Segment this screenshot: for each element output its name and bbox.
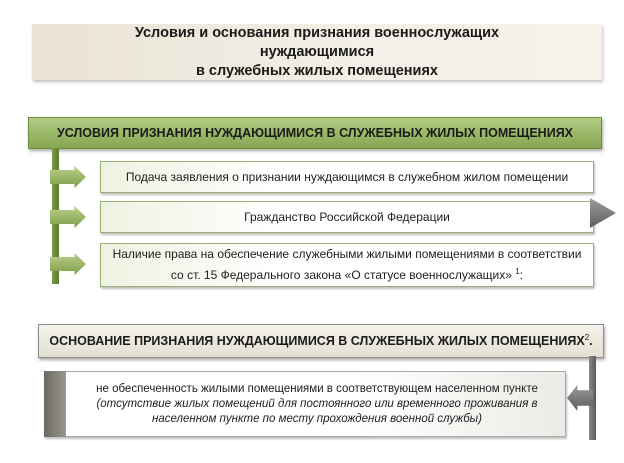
- title-line-1: Условия и основания признания военнослужащих нуждающимися: [134, 24, 500, 60]
- condition-item: [100, 201, 594, 233]
- basis-header: [38, 324, 604, 358]
- basis-item-edge: [44, 371, 66, 437]
- condition-item-tail: :: [519, 268, 524, 282]
- footnote-marker: 1: [515, 267, 520, 276]
- condition-item: [100, 161, 594, 193]
- conditions-header-text: УСЛОВИЯ ПРИЗНАНИЯ НУЖДАЮЩИМИСЯ В СЛУЖЕБНЫХ ЖИЛЫХ ПОМЕЩЕНИЯХ: [56, 126, 574, 140]
- condition-item-text: [113, 246, 582, 284]
- basis-header-text: [49, 333, 592, 348]
- condition-item: [100, 243, 594, 287]
- arrow-right-icon: [590, 198, 616, 228]
- conditions-header: [28, 117, 602, 149]
- title-banner: [32, 24, 602, 80]
- basis-item-line-1: не обеспеченность жилыми помещениями в соответствующем населенном пункте: [96, 382, 538, 395]
- basis-item-note: (отсутствие жилых помещений для постоянного или временного проживания в населенном пункте по месту прохождения военной службы): [96, 397, 538, 425]
- basis-header-tail: .: [589, 334, 593, 349]
- condition-item-line-2: со ст. 15 Федерального закона «О статусе военнослужащих»: [170, 268, 512, 282]
- title-line-2: в служебных жилых помещениях: [195, 62, 438, 79]
- basis-item: [44, 371, 566, 437]
- footnote-marker: 2: [584, 333, 590, 343]
- condition-item-line-1: Наличие права на обеспечение служебными жилыми помещениями в соответствии: [112, 247, 582, 261]
- basis-header-label: ОСНОВАНИЕ ПРИЗНАНИЯ НУЖДАЮЩИМИСЯ В СЛУЖЕБНЫХ ЖИЛЫХ ПОМЕЩЕНИЯХ: [49, 334, 585, 349]
- condition-item-text: Подача заявления о признании нуждающимся в служебном жилом помещении: [125, 169, 569, 184]
- basis-item-text: [87, 382, 547, 427]
- condition-item-text: Гражданство Российской Федерации: [244, 209, 450, 224]
- page-title: [77, 24, 557, 81]
